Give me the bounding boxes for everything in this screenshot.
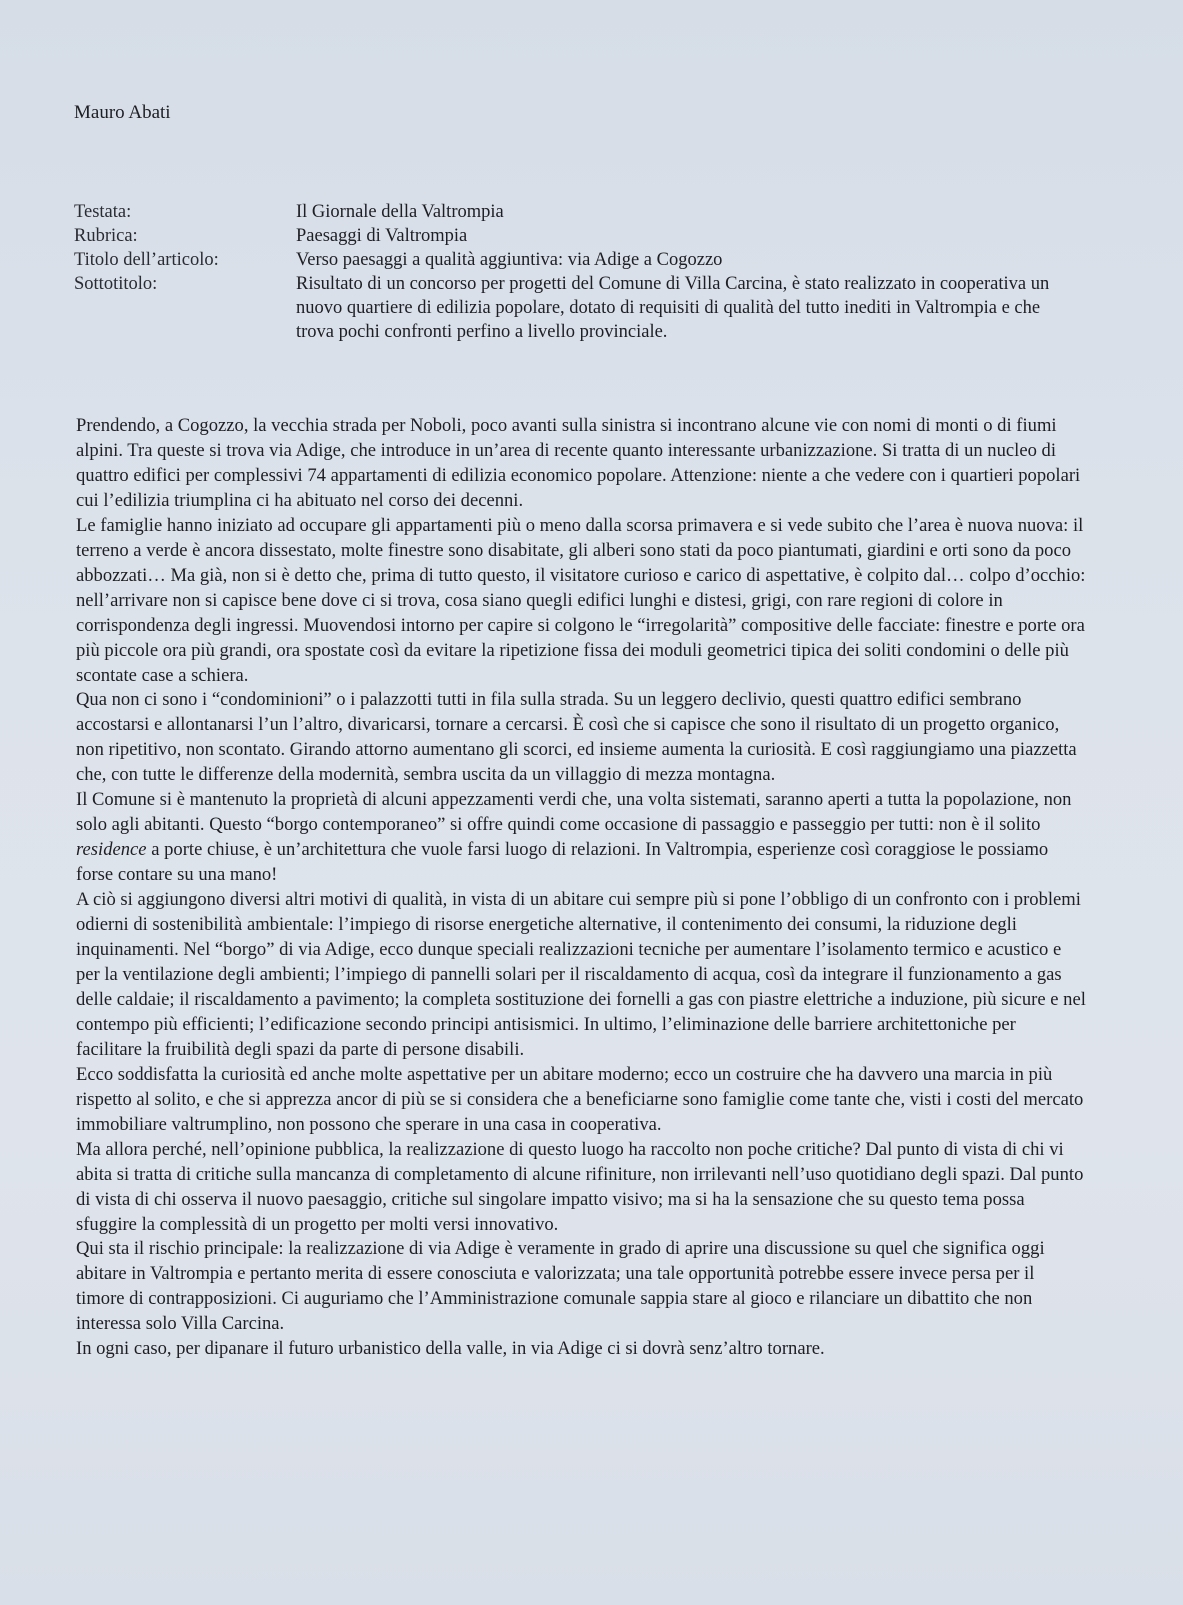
paragraph-text: a porte chiuse, è un’architettura che vuole farsi luogo di relazioni. In Valtrompia, esperienze così coraggiose le possiamo forse contare su una mano!: [76, 839, 1049, 886]
meta-value: Paesaggi di Valtrompia: [296, 226, 468, 246]
paragraph-text: Il Comune si è mantenuto la proprietà di alcuni appezzamenti verdi che, una volta sistemati, saranno aperti a tutta la popolazione, non solo agli abitanti. Questo “borgo contemporaneo” si offre quindi come occasione di passaggio e passeggio per tutti: non è il solito: [76, 789, 1072, 836]
meta-label: Sottotitolo:: [74, 274, 158, 294]
paragraph: Ma allora perché, nell’opinione pubblica, la realizzazione di questo luogo ha raccolto non poche critiche? Dal punto di vista di chi vi abita si tratta di critiche sulla mancanza di completamento di alcune rifiniture, non irrilevanti nell’uso quotidiano degli spazi. Dal punto di vista di chi osserva il nuovo paesaggio, critiche sul singolare impatto visivo; ma si ha la sensazione che su questo tema possa sfuggire la complessità di un progetto per molti versi innovativo.: [76, 1138, 1084, 1235]
meta-row-testata: [74, 200, 1074, 224]
paragraph: Qua non ci sono i “condominioni” o i palazzotti tutti in fila sulla strada. Su un leggero declivio, questi quattro edifici sembrano accostarsi e allontanarsi l’un l’altro, divaricarsi, tornare a cercarsi. È così che si capisce che sono il risultato di un progetto organico, non ripetitivo, non scontato. Girando attorno aumentano gli scorci, ed insieme aumenta la curiosità. E così raggiungiamo una piazzetta che, con tutte le differenze della modernità, sembra uscita da un villaggio di mezza montagna.: [76, 689, 1077, 786]
meta-value: Verso paesaggi a qualità aggiuntiva: via Adige a Cogozzo: [296, 250, 723, 270]
paragraph: Qui sta il rischio principale: la realizzazione di via Adige è veramente in grado di aprire una discussione su quel che significa oggi abitare in Valtrompia e pertanto merita di essere conosciuta e valorizzata; una tale opportunità potrebbe essere invece persa per il timore di contrapposizioni. Ci auguriamo che l’Amministrazione comunale sappia stare al gioco e rilanciare un dibattito che non interessa solo Villa Carcina.: [76, 1238, 1045, 1335]
meta-row-sottotitolo: [74, 272, 1074, 344]
author-name: Mauro Abati: [74, 102, 171, 123]
meta-label: Rubrica:: [74, 226, 138, 246]
emphasized-word: residence: [76, 839, 147, 861]
article-body: [76, 414, 1086, 1362]
meta-label: Testata:: [74, 202, 132, 222]
paragraph: A ciò si aggiungono diversi altri motivi di qualità, in vista di un abitare cui sempre più si pone l’obbligo di un confronto con i problemi odierni di sostenibilità ambientale: l’impiego di risorse energetiche alternative, il contenimento dei consumi, la riduzione degli inquinamenti. Nel “borgo” di via Adige, ecco dunque speciali realizzazioni tecniche per aumentare l’isolamento termico e acustico e per la ventilazione degli ambienti; l’impiego di pannelli solari per il riscaldamento di acqua, così da integrare il funzionamento a gas delle caldaie; il riscaldamento a pavimento; la completa sostituzione dei fornelli a gas con piastre elettriche a induzione, più sicure e nel contempo più efficienti; l’edificazione secondo principi antisismici. In ultimo, l’eliminazione delle barriere architettoniche per facilitare la fruibilità degli spazi da parte di persone disabili.: [76, 889, 1086, 1060]
paragraph: [76, 788, 1086, 888]
paragraph: Ecco soddisfatta la curiosità ed anche molte aspettative per un abitare moderno; ecco un costruire che ha davvero una marcia in più rispetto al solito, e che si apprezza ancor di più se si considera che a beneficiarne sono famiglie come tante che, visti i costi del mercato immobiliare valtrumplino, non possono che sperare in una casa in cooperativa.: [76, 1063, 1084, 1135]
paragraph: Prendendo, a Cogozzo, la vecchia strada per Noboli, poco avanti sulla sinistra si incontrano alcune vie con nomi di monti o di fiumi alpini. Tra queste si trova via Adige, che introduce in un’area di recente quanto interessante urbanizzazione. Si tratta di un nucleo di quattro edifici per complessivi 74 appartamenti di edilizia economico popolare. Attenzione: niente a che vedere con i quartieri popolari cui l’edilizia triumplina ci ha abituato nel corso dei decenni.: [76, 415, 1081, 511]
paragraph: Le famiglie hanno iniziato ad occupare gli appartamenti più o meno dalla scorsa primavera e si vede subito che l’area è nuova nuova: il terreno a verde è ancora dissestato, molte finestre sono disabitate, gli alberi sono stati da poco piantumati, giardini e orti sono da poco abbozzati… Ma già, non si è detto che, prima di tutto questo, il visitatore curioso e carico di aspettative, è colpito dal… colpo d’occhio: nell’arrivare non si capisce bene dove ci si trova, cosa siano quegli edifici lunghi e distesi, grigi, con rare regioni di colore in corrispondenza degli ingressi. Muovendosi intorno per capire si colgono le “irregolarità” compositive delle facciate: finestre e porte ora più piccole ora più grandi, ora spostate così da evitare la ripetizione fissa dei moduli geometrici tipica dei soliti condomini o delle più scontate case a schiera.: [76, 514, 1086, 686]
meta-value: Il Giornale della Valtrompia: [296, 202, 504, 222]
meta-label: Titolo dell’articolo:: [74, 250, 219, 270]
meta-row-rubrica: [74, 224, 1074, 248]
meta-row-titolo: [74, 248, 1074, 272]
meta-value: Risultato di un concorso per progetti del Comune di Villa Carcina, è stato realizzato in cooperativa un nuovo quartiere di edilizia popolare, dotato di requisiti di qualità del tutto inediti in Valtrompia e che trova pochi confronti perfino a livello provinciale.: [296, 274, 1050, 342]
article-metadata: [74, 200, 1074, 344]
paragraph: In ogni caso, per dipanare il futuro urbanistico della valle, in via Adige ci si dovrà senz’altro tornare.: [76, 1338, 825, 1360]
